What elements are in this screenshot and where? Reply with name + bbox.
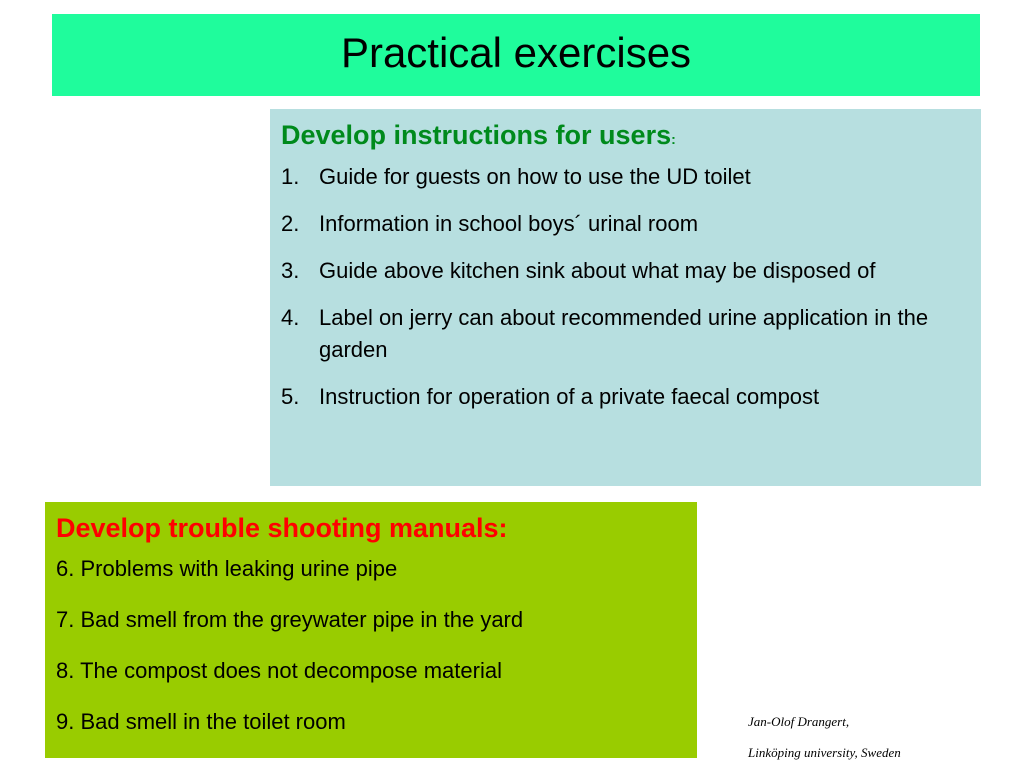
list-item-text: Guide above kitchen sink about what may be disposed of (319, 258, 876, 284)
troubleshooting-list (56, 553, 697, 738)
list-item-text: Label on jerry can about recommended urine application in the garden (319, 305, 929, 363)
list-item: 8. The compost does not decompose material (56, 658, 502, 684)
troubleshooting-panel (45, 502, 697, 758)
list-item: 9. Bad smell in the toilet room (56, 709, 346, 735)
list-item-number: 4. (281, 305, 300, 331)
list-item-text: Guide for guests on how to use the UD toilet (319, 164, 751, 190)
user-instructions-heading-colon: : (671, 131, 676, 147)
list-item-number: 5. (281, 384, 300, 410)
list-item (281, 302, 981, 366)
author-credit (748, 713, 901, 775)
list-item (281, 255, 981, 287)
author-name: Jan-Olof Drangert, (748, 714, 850, 729)
list-item (281, 161, 981, 193)
user-instructions-panel (270, 109, 981, 486)
list-item-number: 2. (281, 211, 300, 237)
slide-title: Practical exercises (340, 29, 692, 76)
title-banner (52, 14, 980, 96)
user-instructions-heading-text: Develop instructions for users (281, 120, 672, 150)
list-item (281, 381, 981, 413)
troubleshooting-heading: Develop trouble shooting manuals: (56, 513, 508, 543)
list-item-text: Instruction for operation of a private faecal compost (319, 384, 820, 410)
list-item (281, 208, 981, 240)
list-item: 6. Problems with leaking urine pipe (56, 556, 398, 582)
author-affiliation: Linköping university, Sweden (748, 745, 901, 760)
list-item-number: 1. (281, 164, 300, 190)
user-instructions-heading (281, 119, 981, 151)
user-instructions-list (281, 161, 981, 413)
list-item-text: Information in school boys´ urinal room (319, 211, 699, 237)
list-item-number: 3. (281, 258, 300, 284)
list-item: 7. Bad smell from the greywater pipe in the yard (56, 607, 524, 633)
